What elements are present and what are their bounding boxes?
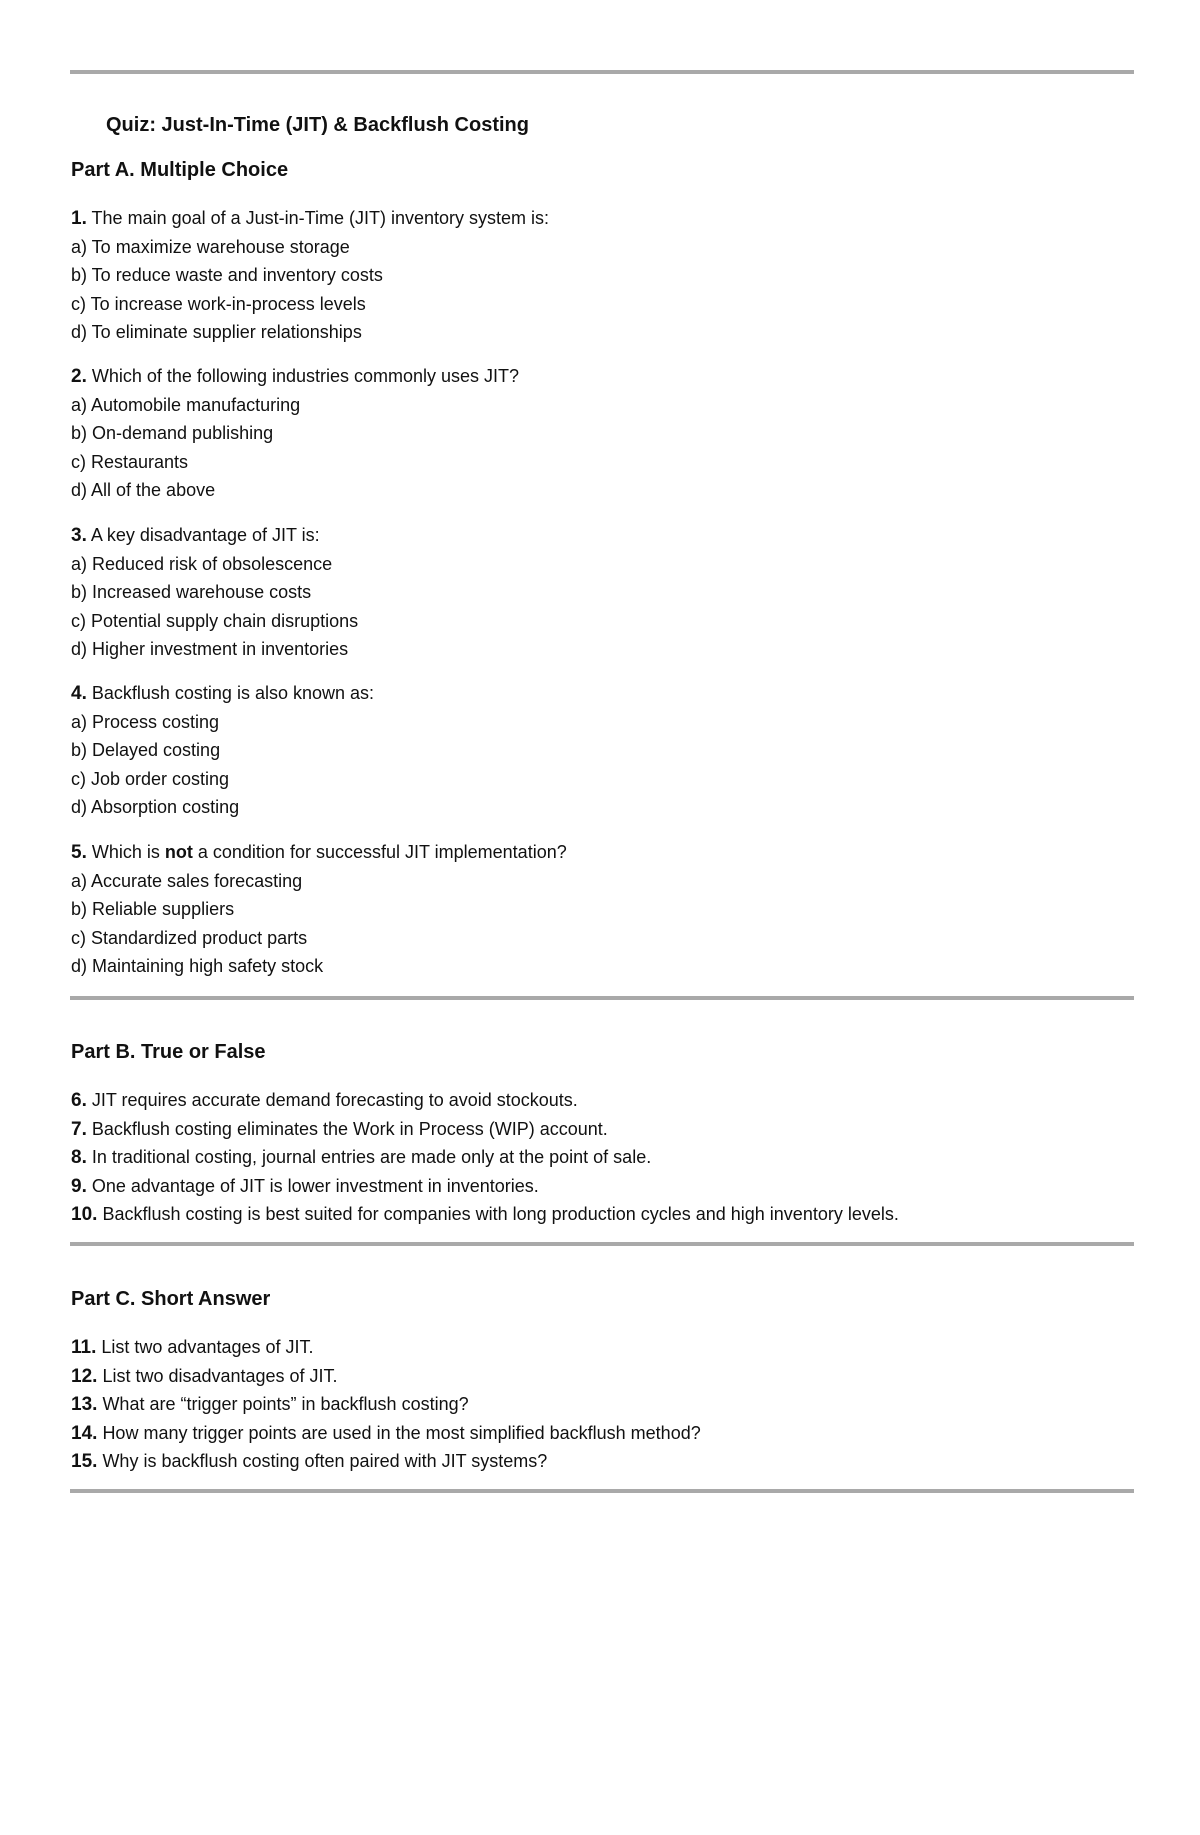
item-number: 12. <box>71 1365 98 1387</box>
item-number: 11. <box>71 1337 97 1358</box>
item-text: JIT requires accurate demand forecasting to avoid stockouts. <box>91 1090 578 1110</box>
item-number: 9. <box>71 1175 87 1197</box>
option-b: b) Increased warehouse costs <box>71 582 312 602</box>
option-c: c) To increase work-in-process levels <box>71 293 366 314</box>
item-text: How many trigger points are used in the most simplified backflush method? <box>102 1422 701 1443</box>
option-b: b) Reliable suppliers <box>71 899 235 919</box>
item-text: List two advantages of JIT. <box>101 1337 314 1357</box>
item-text: Why is backflush costing often paired with JIT systems? <box>102 1451 548 1471</box>
item-text: List two disadvantages of JIT. <box>102 1365 338 1386</box>
part-a-heading: Part A. Multiple Choice <box>71 159 289 181</box>
question-text-emphasis: not <box>164 842 193 862</box>
tf-item <box>71 1172 899 1201</box>
question-number: 1. <box>71 208 87 229</box>
question-3 <box>71 521 358 664</box>
tf-item <box>71 1143 899 1172</box>
option-b: b) On-demand publishing <box>71 423 274 443</box>
option-d: d) All of the above <box>71 480 216 500</box>
item-text: One advantage of JIT is lower investment in inventories. <box>91 1175 539 1196</box>
short-answer-item <box>71 1447 701 1476</box>
question-number: 5. <box>71 842 87 863</box>
quiz-title: Quiz: Just-In-Time (JIT) & Backflush Costing <box>106 114 529 136</box>
option-c: c) Job order costing <box>71 768 230 789</box>
option-a: a) To maximize warehouse storage <box>71 236 350 257</box>
option-a: a) Automobile manufacturing <box>71 394 301 415</box>
part-c-heading: Part C. Short Answer <box>71 1288 271 1310</box>
part-b-heading: Part B. True or False <box>71 1041 266 1063</box>
question-number: 3. <box>71 525 87 546</box>
item-text: In traditional costing, journal entries are made only at the point of sale. <box>91 1147 652 1167</box>
item-text: Backflush costing eliminates the Work in Process (WIP) account. <box>91 1118 608 1139</box>
tf-item <box>71 1086 899 1115</box>
question-number: 2. <box>71 366 87 387</box>
short-answer-item <box>71 1419 701 1448</box>
question-text: A key disadvantage of JIT is: <box>90 525 320 545</box>
question-2 <box>71 362 519 505</box>
divider-top <box>70 70 1134 74</box>
option-d: d) Absorption costing <box>71 797 240 817</box>
divider-part-a <box>70 996 1134 1000</box>
option-d: d) Higher investment in inventories <box>71 639 349 659</box>
option-c: c) Potential supply chain disruptions <box>71 610 359 631</box>
question-number: 4. <box>71 683 87 704</box>
item-text: What are “trigger points” in backflush costing? <box>102 1394 469 1414</box>
part-c-list <box>71 1333 701 1476</box>
question-text-after: a condition for successful JIT implementation? <box>192 842 567 862</box>
question-text: Which of the following industries commonly uses JIT? <box>91 366 520 386</box>
short-answer-item <box>71 1390 701 1419</box>
question-5 <box>71 838 567 981</box>
option-d: d) Maintaining high safety stock <box>71 956 324 976</box>
question-text: Backflush costing is also known as: <box>91 683 375 703</box>
tf-item <box>71 1115 899 1144</box>
item-number: 10. <box>71 1204 98 1225</box>
question-1 <box>71 204 549 347</box>
short-answer-item <box>71 1333 701 1362</box>
option-a: a) Process costing <box>71 711 220 732</box>
question-4 <box>71 679 374 822</box>
short-answer-item <box>71 1362 701 1391</box>
item-number: 13. <box>71 1394 98 1415</box>
item-text: Backflush costing is best suited for companies with long production cycles and high inventory levels. <box>102 1204 899 1224</box>
divider-part-b <box>70 1242 1134 1246</box>
item-number: 14. <box>71 1422 98 1444</box>
option-a: a) Accurate sales forecasting <box>71 870 303 891</box>
part-b-list <box>71 1086 899 1229</box>
option-b: b) To reduce waste and inventory costs <box>71 265 383 285</box>
option-b: b) Delayed costing <box>71 740 221 760</box>
option-c: c) Standardized product parts <box>71 927 308 948</box>
option-d: d) To eliminate supplier relationships <box>71 322 362 342</box>
item-number: 8. <box>71 1147 87 1168</box>
question-text: The main goal of a Just-in-Time (JIT) inventory system is: <box>91 208 550 228</box>
divider-bottom <box>70 1489 1134 1493</box>
tf-item <box>71 1200 899 1229</box>
item-number: 6. <box>71 1090 87 1111</box>
item-number: 7. <box>71 1118 87 1140</box>
question-text-before: Which is <box>91 842 165 862</box>
option-c: c) Restaurants <box>71 451 189 472</box>
item-number: 15. <box>71 1451 98 1472</box>
option-a: a) Reduced risk of obsolescence <box>71 553 333 574</box>
